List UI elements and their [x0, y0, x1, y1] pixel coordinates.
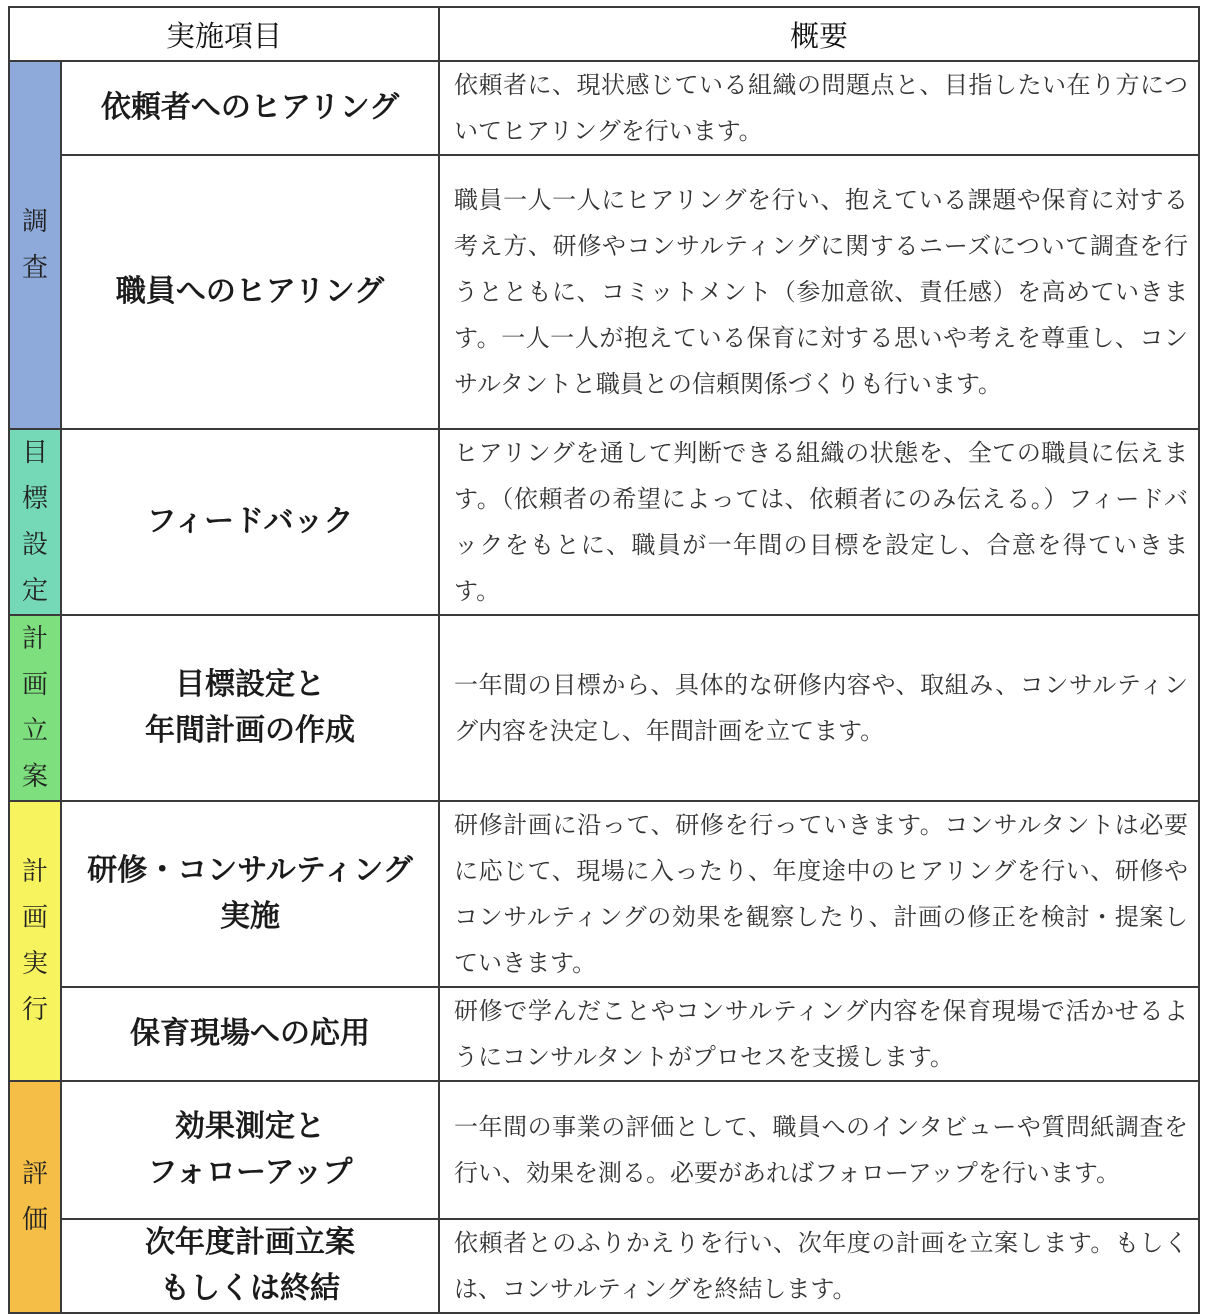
- desc-cell: 職員一人一人にヒアリングを行い、抱えている課題や保育に対する考え方、研修やコンサルティングに関するニーズについて調査を行うとともに、コミットメント（参加意欲、責任感）を高めていきます。一人一人が抱えている保育に対する思いや考えを尊重し、コンサルタントと職員との信頼関係づくりも行います。: [439, 155, 1199, 429]
- desc-cell: 研修で学んだことやコンサルティング内容を保育現場で活かせるようにコンサルタントがプロセスを支援します。: [439, 987, 1199, 1081]
- phase-goal: 目標設定: [9, 429, 61, 615]
- item-cell: 職員へのヒアリング: [61, 155, 439, 429]
- table-row: [9, 615, 1199, 801]
- table-row: [9, 801, 1199, 987]
- table-row: [9, 1219, 1199, 1313]
- item-cell: 研修・コンサルティング 実施: [61, 801, 439, 987]
- process-table-container: [8, 6, 1198, 1306]
- item-cell: 次年度計画立案 もしくは終結: [61, 1219, 439, 1313]
- desc-cell: 依頼者に、現状感じている組織の問題点と、目指したい在り方についてヒアリングを行います。: [439, 61, 1199, 155]
- desc-cell: 一年間の事業の評価として、職員へのインタビューや質問紙調査を行い、効果を測る。必要があればフォローアップを行います。: [439, 1081, 1199, 1219]
- table-row: [9, 987, 1199, 1081]
- item-cell: 効果測定と フォローアップ: [61, 1081, 439, 1219]
- phase-survey: 調査: [9, 61, 61, 429]
- header-row: [9, 7, 1199, 61]
- desc-cell: 一年間の目標から、具体的な研修内容や、取組み、コンサルティング内容を決定し、年間計画を立てます。: [439, 615, 1199, 801]
- table-row: [9, 429, 1199, 615]
- desc-cell: 研修計画に沿って、研修を行っていきます。コンサルタントは必要に応じて、現場に入ったり、年度途中のヒアリングを行い、研修やコンサルティングの効果を観察したり、計画の修正を検討・提案していきます。: [439, 801, 1199, 987]
- header-summary: 概要: [439, 7, 1199, 61]
- desc-cell: ヒアリングを通して判断できる組織の状態を、全ての職員に伝えます。（依頼者の希望によっては、依頼者にのみ伝える。）フィードバックをもとに、職員が一年間の目標を設定し、合意を得ていきます。: [439, 429, 1199, 615]
- phase-eval: 評価: [9, 1081, 61, 1313]
- item-cell: 保育現場への応用: [61, 987, 439, 1081]
- item-cell: 目標設定と 年間計画の作成: [61, 615, 439, 801]
- table-row: [9, 1081, 1199, 1219]
- table-row: [9, 155, 1199, 429]
- desc-cell: 依頼者とのふりかえりを行い、次年度の計画を立案します。もしくは、コンサルティングを終結します。: [439, 1219, 1199, 1313]
- process-table: [8, 6, 1200, 1314]
- item-cell: フィードバック: [61, 429, 439, 615]
- phase-exec: 計画実行: [9, 801, 61, 1081]
- header-item: 実施項目: [9, 7, 439, 61]
- table-row: [9, 61, 1199, 155]
- phase-plan: 計画立案: [9, 615, 61, 801]
- item-cell: 依頼者へのヒアリング: [61, 61, 439, 155]
